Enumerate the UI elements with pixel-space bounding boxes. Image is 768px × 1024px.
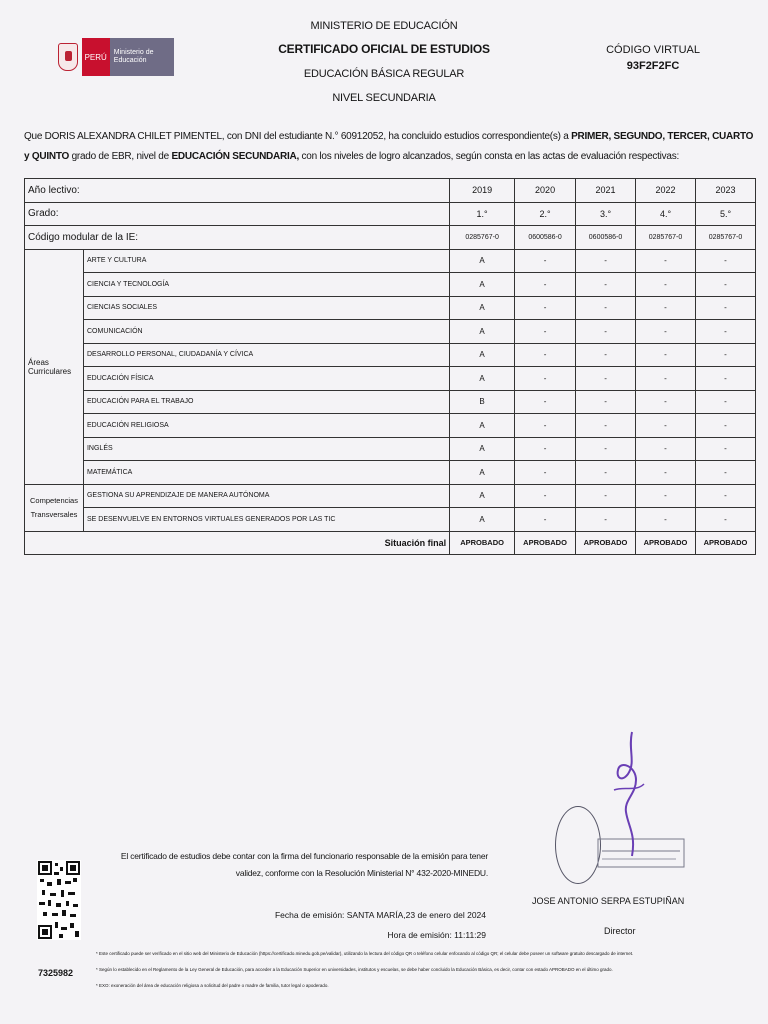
area-name: COMUNICACIÓN [83, 320, 449, 344]
statement-part-2: grado de EBR, nivel de [69, 151, 172, 162]
area-grade-cell: - [695, 320, 755, 344]
virtual-code-block [606, 44, 700, 72]
area-grade-cell: - [515, 414, 576, 438]
footnote-exoneration: * EXO: exoneración del área de educación religiosa a solicitud del padre o madre de familia, tutor legal o apoderado. [96, 983, 329, 988]
ie-code-cell: 0285767-0 [636, 226, 696, 250]
area-grade-cell: - [515, 343, 576, 367]
area-grade-cell: A [450, 343, 515, 367]
table-row [25, 437, 756, 461]
area-grade-cell: - [636, 249, 696, 273]
area-grade-cell: A [450, 414, 515, 438]
signer-role: Director [604, 926, 636, 936]
competency-grade-cell: - [576, 484, 636, 508]
table-row [25, 179, 756, 203]
area-name: EDUCACIÓN PARA EL TRABAJO [83, 390, 449, 414]
area-grade-cell: B [450, 390, 515, 414]
area-grade-cell: - [636, 437, 696, 461]
table-row [25, 273, 756, 297]
competency-grade-cell: - [695, 508, 755, 532]
competency-grade-cell: - [695, 484, 755, 508]
school-seal-stamp [555, 806, 601, 884]
area-grade-cell: - [636, 367, 696, 391]
year-cell: 2019 [450, 179, 515, 203]
competency-grade-cell: A [450, 484, 515, 508]
footnote-regulation: * Según lo establecido en el Reglamento de la Ley General de Educación, para acceder a la Educación Superior en universidades, institutos y escuelas, se debe haber concluido la Educación Básica, es decir, contar con estado APROBADO en el último grado. [96, 967, 613, 972]
document-subtitle-ebr: EDUCACIÓN BÁSICA REGULAR [303, 68, 465, 80]
grades-table [24, 178, 756, 555]
final-status-label: Situación final [25, 531, 450, 555]
area-grade-cell: - [515, 437, 576, 461]
area-name: EDUCACIÓN RELIGIOSA [83, 414, 449, 438]
competency-grade-cell: - [576, 508, 636, 532]
document-subtitle-level: NIVEL SECUNDARIA [332, 92, 436, 104]
area-grade-cell: - [695, 367, 755, 391]
area-grade-cell: - [695, 414, 755, 438]
competency-name: GESTIONA SU APRENDIZAJE DE MANERA AUTÓNOMA [83, 484, 449, 508]
area-grade-cell: - [636, 296, 696, 320]
area-grade-cell: - [576, 296, 636, 320]
area-grade-cell: - [636, 461, 696, 485]
certification-statement [24, 127, 754, 167]
table-row [25, 296, 756, 320]
validity-note: El certificado de estudios debe contar con la firma del funcionario responsable de la emisión para tener validez, conforme con la Resolución Ministerial N° 432-2020-MINEDU. [120, 851, 488, 878]
area-grade-cell: - [636, 273, 696, 297]
table-row [25, 343, 756, 367]
area-grade-cell: - [695, 343, 755, 367]
ie-code-row-label: Código modular de la IE: [25, 226, 450, 250]
area-grade-cell: A [450, 273, 515, 297]
year-row-label: Año lectivo: [25, 179, 450, 203]
grade-cell: 1.° [450, 202, 515, 226]
virtual-code-value: 93F2F2FC [626, 60, 680, 72]
issue-date: Fecha de emisión: SANTA MARÍA,23 de enero del 2024 [274, 910, 486, 920]
grade-cell: 5.° [695, 202, 755, 226]
area-grade-cell: - [636, 414, 696, 438]
competency-grade-cell: - [636, 484, 696, 508]
table-row [25, 461, 756, 485]
competency-grade-cell: - [636, 508, 696, 532]
area-grade-cell: - [695, 249, 755, 273]
area-grade-cell: - [576, 390, 636, 414]
final-status-cell: APROBADO [636, 531, 696, 555]
competency-name: SE DESENVUELVE EN ENTORNOS VIRTUALES GENERADOS POR LAS TIC [83, 508, 449, 532]
grade-cell: 3.° [576, 202, 636, 226]
statement-grades: PRIMER, SEGUNDO, TERCER, CUARTO y QUINTO [24, 131, 754, 162]
area-name: ARTE Y CULTURA [83, 249, 449, 273]
area-grade-cell: A [450, 320, 515, 344]
area-grade-cell: - [515, 461, 576, 485]
competency-grade-cell: - [515, 484, 576, 508]
area-name: EDUCACIÓN FÍSICA [83, 367, 449, 391]
area-grade-cell: - [515, 390, 576, 414]
ie-code-cell: 0285767-0 [450, 226, 515, 250]
final-status-cell: APROBADO [695, 531, 755, 555]
year-cell: 2020 [515, 179, 576, 203]
area-grade-cell: A [450, 367, 515, 391]
area-grade-cell: - [636, 320, 696, 344]
grade-cell: 4.° [636, 202, 696, 226]
qr-code-icon [37, 860, 81, 940]
area-grade-cell: - [515, 273, 576, 297]
area-grade-cell: A [450, 249, 515, 273]
area-grade-cell: - [576, 461, 636, 485]
area-grade-cell: - [695, 296, 755, 320]
logo-peru-label: PERÚ [82, 38, 110, 76]
signer-name: JOSE ANTONIO SERPA ESTUPIÑAN [532, 896, 685, 906]
area-name: CIENCIA Y TECNOLOGÍA [83, 273, 449, 297]
final-status-cell: APROBADO [450, 531, 515, 555]
area-grade-cell: - [576, 367, 636, 391]
grade-cell: 2.° [515, 202, 576, 226]
table-row [25, 484, 756, 508]
area-name: CIENCIAS SOCIALES [83, 296, 449, 320]
director-signature [606, 730, 652, 858]
competency-grade-cell: A [450, 508, 515, 532]
area-grade-cell: - [695, 437, 755, 461]
area-grade-cell: - [636, 390, 696, 414]
area-grade-cell: - [576, 343, 636, 367]
table-row [25, 202, 756, 226]
grade-row-label: Grado: [25, 202, 450, 226]
area-grade-cell: - [515, 320, 576, 344]
area-grade-cell: A [450, 461, 515, 485]
table-row [25, 531, 756, 555]
year-cell: 2021 [576, 179, 636, 203]
final-status-cell: APROBADO [576, 531, 636, 555]
area-grade-cell: - [576, 437, 636, 461]
statement-part-3: con los niveles de logro alcanzados, según consta en las actas de evaluación respectivas: [299, 151, 679, 162]
table-row [25, 508, 756, 532]
area-grade-cell: - [515, 367, 576, 391]
area-grade-cell: - [515, 296, 576, 320]
logo-ministry-label: Ministerio de Educación [110, 38, 174, 76]
ie-code-cell: 0285767-0 [695, 226, 755, 250]
ie-code-cell: 0600586-0 [576, 226, 636, 250]
ie-code-cell: 0600586-0 [515, 226, 576, 250]
table-row [25, 226, 756, 250]
area-grade-cell: A [450, 437, 515, 461]
area-grade-cell: A [450, 296, 515, 320]
transversal-competencies-label: Competencias Transversales [25, 484, 84, 531]
qr-id-number: 7325982 [38, 968, 74, 978]
area-grade-cell: - [636, 343, 696, 367]
footnote-verification: * Este certificado puede ser verificado en el sitio web del Ministerio de Educación (https://certificado.minedu.gob.pe/validar), utilizando la lectura del código QR o teléfono celular enfocando al código QR; el celular debe poseer un software gratuito descargado de internet. [96, 951, 634, 956]
statement-level: EDUCACIÓN SECUNDARIA, [171, 151, 299, 162]
table-row [25, 249, 756, 273]
table-row [25, 390, 756, 414]
competency-grade-cell: - [515, 508, 576, 532]
area-grade-cell: - [695, 273, 755, 297]
year-cell: 2022 [636, 179, 696, 203]
area-grade-cell: - [695, 461, 755, 485]
statement-part-1: Que DORIS ALEXANDRA CHILET PIMENTEL, con DNI del estudiante N.° 60912052, ha concluido estudios correspondiente(s) a [24, 131, 572, 142]
table-row [25, 367, 756, 391]
year-cell: 2023 [695, 179, 755, 203]
table-row [25, 414, 756, 438]
area-name: DESARROLLO PERSONAL, CIUDADANÍA Y CÍVICA [83, 343, 449, 367]
curricular-areas-label: Áreas Curriculares [25, 249, 84, 484]
final-status-cell: APROBADO [515, 531, 576, 555]
area-grade-cell: - [576, 249, 636, 273]
area-grade-cell: - [695, 390, 755, 414]
area-grade-cell: - [576, 320, 636, 344]
document-title: CERTIFICADO OFICIAL DE ESTUDIOS [278, 42, 490, 56]
table-row [25, 320, 756, 344]
area-name: MATEMÁTICA [83, 461, 449, 485]
area-grade-cell: - [576, 414, 636, 438]
issue-time: Hora de emisión: 11:11:29 [387, 930, 486, 940]
area-name: INGLÉS [83, 437, 449, 461]
ministry-name: MINISTERIO DE EDUCACIÓN [310, 20, 458, 32]
virtual-code-label: CÓDIGO VIRTUAL [606, 44, 700, 56]
area-grade-cell: - [576, 273, 636, 297]
area-grade-cell: - [515, 249, 576, 273]
